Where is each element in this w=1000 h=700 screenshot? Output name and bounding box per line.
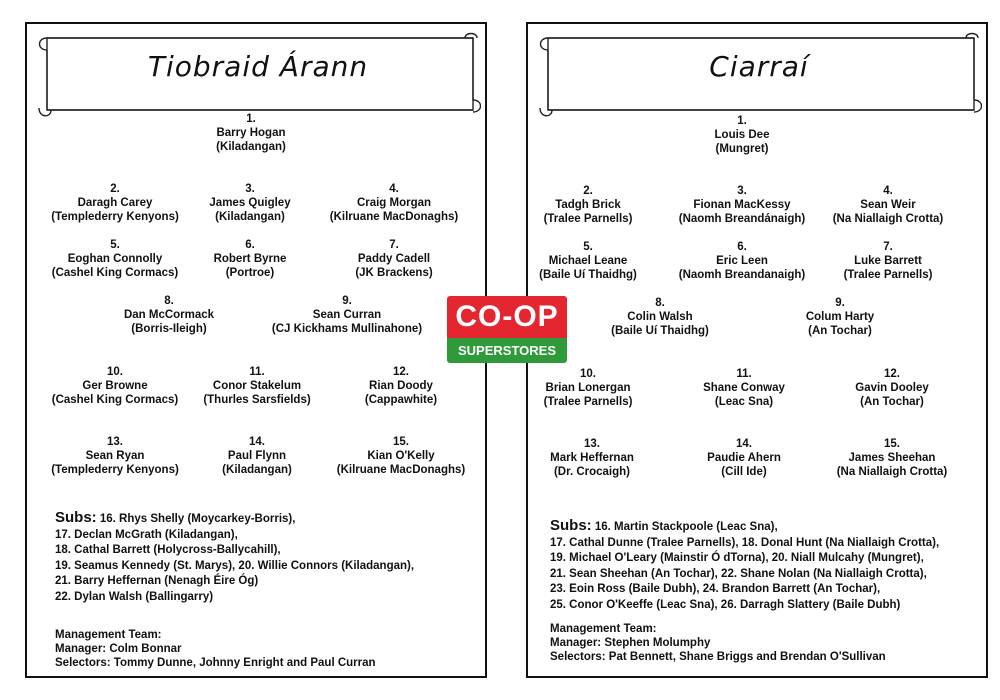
player-num: 6.	[737, 241, 747, 253]
player-num: 14.	[735, 438, 752, 450]
player-num: 13.	[584, 438, 600, 450]
player-2	[544, 184, 633, 226]
player-name: Paul Flynn	[227, 450, 287, 462]
player-num: 8.	[164, 295, 174, 307]
player-name: Michael Leane	[548, 255, 628, 267]
subs-line: 17. Declan McGrath (Kiladangan),	[55, 528, 238, 541]
player-num: 1.	[737, 115, 747, 127]
subs-list	[550, 518, 939, 613]
player-1	[216, 112, 286, 154]
player-club: (Baile Uí Thaidhg)	[611, 325, 709, 337]
player-club: (Dr. Crocaigh)	[553, 466, 631, 478]
subs-label: Subs:	[550, 517, 592, 534]
player-15	[837, 437, 948, 479]
player-14	[707, 437, 781, 479]
player-9	[806, 296, 874, 338]
player-num: 12.	[884, 368, 900, 380]
subs-line: 19. Michael O'Leary (Mainstir Ó dTorna), 20. Niall Mulcahy (Mungret),	[550, 552, 924, 564]
player-name: Brian Lonergan	[545, 382, 631, 394]
subs-line: 22. Dylan Walsh (Ballingarry)	[55, 590, 214, 603]
player-1	[715, 114, 770, 156]
subs-line: 16. Martin Stackpoole (Leac Sna),	[594, 521, 778, 533]
player-num: 11.	[736, 368, 752, 380]
player-name: Ger Browne	[82, 380, 148, 392]
player-num: 7.	[389, 239, 399, 251]
player-club: (Portroe)	[225, 267, 275, 279]
subs-line: 18. Cathal Barrett (Holycross-Ballycahill),	[55, 544, 281, 556]
player-club: (Cashel King Cormacs)	[51, 394, 179, 406]
player-name: Rian Doody	[369, 380, 433, 392]
player-13	[51, 435, 179, 477]
player-num: 10.	[107, 366, 123, 378]
player-num: 14.	[248, 436, 265, 448]
player-12	[365, 365, 437, 407]
subs-line: 21. Barry Heffernan (Nenagh Éire Óg)	[55, 575, 259, 587]
player-2	[51, 182, 179, 224]
subs-line: 19. Seamus Kennedy (St. Marys), 20. Willie Connors (Kiladangan),	[55, 559, 415, 572]
player-13	[550, 437, 634, 479]
player-club: (CJ Kickhams Mullinahone)	[271, 323, 423, 335]
player-num: 3.	[245, 183, 255, 195]
player-num: 2.	[583, 185, 593, 197]
player-name: Sean Curran	[312, 309, 382, 321]
player-name: Sean Ryan	[85, 450, 145, 462]
player-name: Tadgh Brick	[555, 199, 621, 211]
subs-list	[55, 510, 414, 605]
player-club: (Kilruane MacDonaghs)	[336, 464, 466, 476]
player-15	[337, 435, 465, 477]
player-8	[611, 296, 709, 338]
player-club: (Tralee Parnells)	[543, 396, 633, 408]
player-name: Paddy Cadell	[357, 253, 431, 265]
player-club: (Kilruane MacDonaghs)	[329, 211, 459, 223]
player-name: James Sheehan	[848, 452, 936, 464]
management-heading: Management Team:	[550, 623, 657, 635]
player-num: 4.	[883, 185, 893, 197]
player-club: (Leac Sna)	[714, 396, 774, 408]
player-10	[544, 367, 633, 409]
player-club: (Tralee Parnells)	[543, 213, 633, 225]
player-name: Colin Walsh	[627, 311, 693, 323]
player-num: 6.	[245, 239, 255, 251]
player-club: (Cappawhite)	[364, 394, 438, 406]
player-name: Gavin Dooley	[855, 382, 929, 394]
player-name: Daragh Carey	[77, 197, 153, 209]
manager-line: Manager: Stephen Molumphy	[550, 637, 711, 649]
player-num: 4.	[389, 183, 399, 195]
player-3	[679, 184, 806, 226]
logo-superstores-text: SUPERSTORES	[447, 338, 567, 363]
player-7	[355, 238, 432, 280]
player-club: (Na Niallaigh Crotta)	[832, 213, 944, 225]
player-name: Craig Morgan	[356, 197, 432, 209]
player-name: Paudie Ahern	[707, 452, 781, 464]
player-club: (Cashel King Cormacs)	[51, 267, 179, 279]
player-5	[539, 240, 637, 282]
player-num: 2.	[110, 183, 120, 195]
player-num: 12.	[392, 366, 409, 378]
coop-superstores-logo	[447, 296, 567, 363]
management-team	[550, 622, 886, 664]
player-num: 5.	[583, 241, 593, 253]
player-num: 15.	[393, 436, 409, 448]
team-sheet-tipperary	[25, 22, 487, 678]
subs-label: Subs:	[55, 509, 97, 526]
player-club: (JK Brackens)	[355, 267, 433, 279]
player-9	[272, 294, 422, 336]
player-10	[52, 365, 179, 407]
player-name: Kian O'Kelly	[367, 450, 435, 462]
player-club: (Naomh Breandánaigh)	[678, 213, 806, 225]
player-5	[52, 238, 179, 280]
player-3	[209, 182, 290, 224]
player-4	[330, 182, 458, 224]
player-name: Robert Byrne	[213, 253, 287, 265]
player-club: (Na Niallaigh Crotta)	[836, 466, 948, 478]
player-8	[124, 294, 214, 336]
player-name: Conor Stakelum	[212, 380, 302, 392]
player-club: (Thurles Sarsfields)	[203, 394, 311, 406]
player-num: 7.	[883, 241, 893, 253]
player-num: 3.	[737, 185, 747, 197]
selectors-line: Selectors: Pat Bennett, Shane Briggs and Brendan O'Sullivan	[550, 651, 886, 663]
manager-line: Manager: Colm Bonnar	[55, 643, 182, 655]
player-num: 13.	[106, 436, 123, 448]
player-6	[214, 238, 287, 280]
player-11	[203, 365, 310, 407]
player-club: (Cill Ide)	[721, 466, 767, 478]
team-sheet-kerry	[526, 22, 988, 678]
player-name: Luke Barrett	[854, 255, 922, 267]
player-num: 9.	[342, 295, 352, 307]
player-name: Dan McCormack	[123, 309, 215, 321]
player-name: Eric Leen	[716, 255, 768, 267]
player-name: Barry Hogan	[216, 127, 286, 139]
player-name: Fionan MacKessy	[693, 199, 791, 211]
subs-line: 17. Cathal Dunne (Tralee Parnells), 18. Donal Hunt (Na Niallaigh Crotta),	[550, 536, 940, 549]
player-club: (An Tochar)	[808, 325, 872, 337]
player-club: (Templederry Kenyons)	[51, 464, 179, 476]
player-club: (Mungret)	[715, 143, 769, 155]
player-14	[222, 435, 292, 477]
player-num: 11.	[249, 366, 265, 378]
player-num: 10.	[579, 368, 596, 380]
selectors-line: Selectors: Tommy Dunne, Johnny Enright and Paul Curran	[55, 657, 376, 669]
player-num: 15.	[883, 438, 900, 450]
team-title: Ciarraí	[709, 50, 809, 83]
player-club: (Tralee Parnells)	[843, 269, 933, 281]
player-club: (Kiladangan)	[222, 464, 292, 476]
logo-coop-text: CO-OP	[447, 296, 567, 338]
management-team	[55, 628, 376, 670]
player-club: (An Tochar)	[860, 396, 924, 408]
management-heading: Management Team:	[55, 629, 162, 641]
player-11	[703, 367, 785, 409]
player-club: (Kiladangan)	[215, 211, 285, 223]
player-num: 5.	[110, 239, 120, 251]
player-7	[844, 240, 933, 282]
player-club: (Naomh Breandanaigh)	[678, 269, 806, 281]
player-name: Shane Conway	[703, 382, 785, 394]
player-num: 8.	[655, 297, 665, 309]
player-club: (Kiladangan)	[216, 141, 286, 153]
title-banner	[35, 30, 481, 118]
player-name: Eoghan Connolly	[67, 253, 163, 265]
player-club: (Templederry Kenyons)	[51, 211, 179, 223]
subs-line: 23. Eoin Ross (Baile Dubh), 24. Brandon Barrett (An Tochar),	[550, 583, 881, 595]
player-name: Colum Harty	[805, 311, 875, 323]
subs-line: 16. Rhys Shelly (Moycarkey-Borris),	[99, 513, 296, 525]
player-6	[679, 240, 806, 282]
player-club: (Baile Uí Thaidhg)	[539, 269, 637, 281]
player-name: Sean Weir	[860, 199, 916, 211]
player-club: (Borris-Ileigh)	[131, 323, 207, 335]
title-banner	[536, 30, 982, 118]
player-name: Mark Heffernan	[550, 452, 634, 464]
player-num: 1.	[246, 113, 256, 125]
player-num: 9.	[835, 297, 845, 309]
subs-line: 25. Conor O'Keeffe (Leac Sna), 26. Darragh Slattery (Baile Dubh)	[550, 598, 901, 611]
player-12	[855, 367, 929, 409]
player-name: James Quigley	[209, 197, 291, 209]
player-name: Louis Dee	[714, 129, 770, 141]
player-4	[833, 184, 944, 226]
team-title: Tiobraid Árann	[147, 50, 369, 83]
subs-line: 21. Sean Sheehan (An Tochar), 22. Shane Nolan (Na Niallaigh Crotta),	[550, 567, 927, 580]
